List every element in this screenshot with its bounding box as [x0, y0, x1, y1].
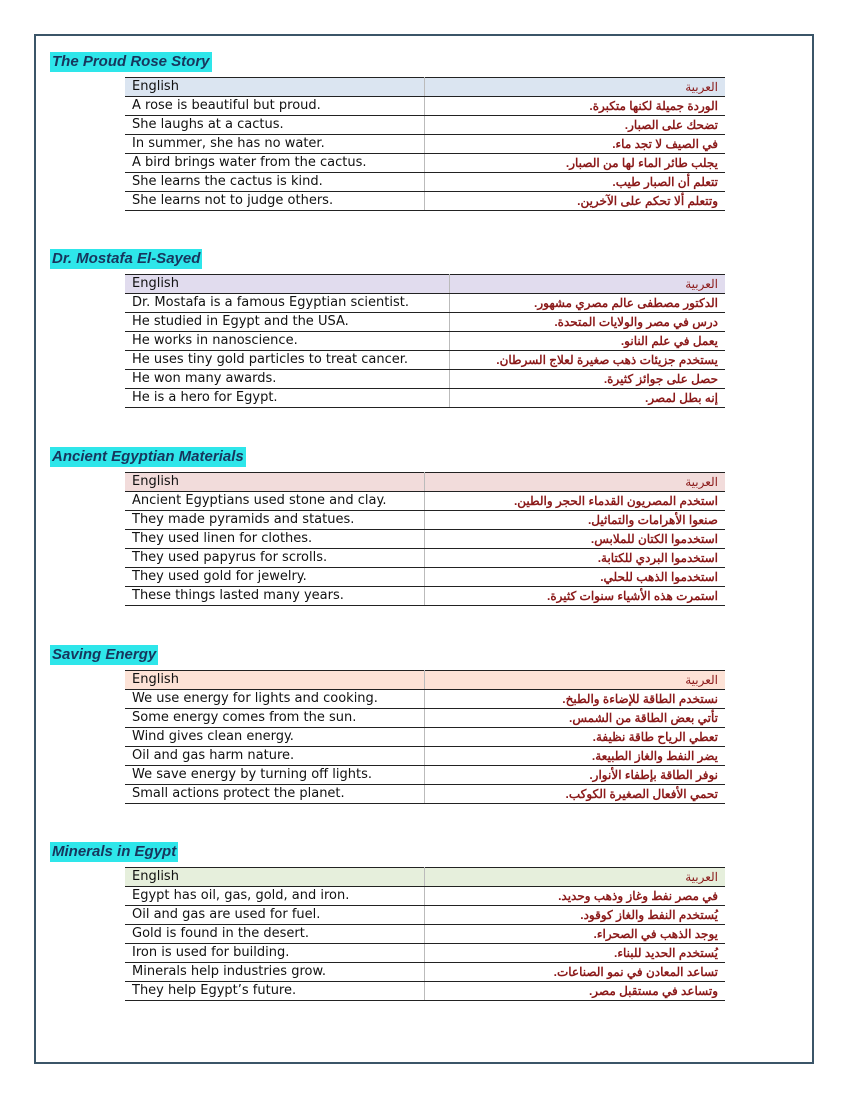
- arabic-cell: تعطي الرياح طاقة نظيفة.: [425, 728, 726, 747]
- english-cell: She learns the cactus is kind.: [125, 173, 425, 192]
- table-row: [125, 963, 725, 982]
- english-cell: Some energy comes from the sun.: [125, 709, 425, 728]
- table-row: [125, 294, 725, 313]
- english-cell: He is a hero for Egypt.: [125, 389, 450, 408]
- section-title: Minerals in Egypt: [52, 843, 177, 860]
- table-row: [125, 530, 725, 549]
- table-header: [125, 275, 725, 294]
- english-cell: We use energy for lights and cooking.: [125, 690, 425, 709]
- arabic-cell: استمرت هذه الأشياء سنوات كثيرة.: [425, 587, 726, 606]
- arabic-cell: الدكتور مصطفى عالم مصري مشهور.: [450, 294, 726, 313]
- header-arabic: العربية: [425, 671, 726, 690]
- header-english: English: [125, 671, 425, 690]
- arabic-cell: استخدموا الذهب للحلي.: [425, 568, 726, 587]
- table-row: [125, 173, 725, 192]
- table-row: [125, 97, 725, 116]
- table-row: [125, 587, 725, 606]
- english-cell: Oil and gas are used for fuel.: [125, 906, 425, 925]
- arabic-cell: تضحك على الصبار.: [425, 116, 726, 135]
- table-row: [125, 192, 725, 211]
- section-title: Ancient Egyptian Materials: [52, 448, 244, 465]
- arabic-cell: يُستخدم النفط والغاز كوقود.: [425, 906, 726, 925]
- header-english: English: [125, 275, 450, 294]
- arabic-cell: نستخدم الطاقة للإضاءة والطبخ.: [425, 690, 726, 709]
- english-cell: They used gold for jewelry.: [125, 568, 425, 587]
- arabic-cell: استخدموا البردي للكتابة.: [425, 549, 726, 568]
- header-arabic: العربية: [425, 78, 726, 97]
- english-cell: A rose is beautiful but proud.: [125, 97, 425, 116]
- vocab-table: [125, 867, 725, 1001]
- arabic-cell: تتعلم أن الصبار طيب.: [425, 173, 726, 192]
- arabic-cell: تساعد المعادن في نمو الصناعات.: [425, 963, 726, 982]
- vocab-table: [125, 670, 725, 804]
- table-row: [125, 925, 725, 944]
- table-header: [125, 78, 725, 97]
- table-row: [125, 154, 725, 173]
- table-row: [125, 549, 725, 568]
- table-row: [125, 135, 725, 154]
- table-row: [125, 511, 725, 530]
- english-cell: They used linen for clothes.: [125, 530, 425, 549]
- english-cell: Gold is found in the desert.: [125, 925, 425, 944]
- table-row: [125, 709, 725, 728]
- table-row: [125, 568, 725, 587]
- arabic-cell: تأتي بعض الطاقة من الشمس.: [425, 709, 726, 728]
- header-english: English: [125, 78, 425, 97]
- table-row: [125, 313, 725, 332]
- table-row: [125, 785, 725, 804]
- table-row: [125, 906, 725, 925]
- table-row: [125, 982, 725, 1001]
- english-cell: Ancient Egyptians used stone and clay.: [125, 492, 425, 511]
- table-header: [125, 671, 725, 690]
- arabic-cell: في الصيف لا تجد ماء.: [425, 135, 726, 154]
- vocab-table: [125, 77, 725, 211]
- english-cell: In summer, she has no water.: [125, 135, 425, 154]
- table-row: [125, 351, 725, 370]
- table-row: [125, 766, 725, 785]
- arabic-cell: إنه بطل لمصر.: [450, 389, 726, 408]
- table-row: [125, 728, 725, 747]
- header-arabic: العربية: [425, 868, 726, 887]
- english-cell: He studied in Egypt and the USA.: [125, 313, 450, 332]
- english-cell: She learns not to judge others.: [125, 192, 425, 211]
- header-english: English: [125, 868, 425, 887]
- english-cell: They used papyrus for scrolls.: [125, 549, 425, 568]
- arabic-cell: الوردة جميلة لكنها متكبرة.: [425, 97, 726, 116]
- arabic-cell: وتتعلم ألا تحكم على الآخرين.: [425, 192, 726, 211]
- table-row: [125, 747, 725, 766]
- table-row: [125, 370, 725, 389]
- section-title: Saving Energy: [52, 646, 157, 663]
- english-cell: They help Egypt’s future.: [125, 982, 425, 1001]
- arabic-cell: في مصر نفط وغاز وذهب وحديد.: [425, 887, 726, 906]
- english-cell: She laughs at a cactus.: [125, 116, 425, 135]
- arabic-cell: تحمي الأفعال الصغيرة الكوكب.: [425, 785, 726, 804]
- english-cell: These things lasted many years.: [125, 587, 425, 606]
- table-row: [125, 887, 725, 906]
- header-arabic: العربية: [450, 275, 726, 294]
- english-cell: They made pyramids and statues.: [125, 511, 425, 530]
- english-cell: Dr. Mostafa is a famous Egyptian scientist.: [125, 294, 450, 313]
- arabic-cell: درس في مصر والولايات المتحدة.: [450, 313, 726, 332]
- table-row: [125, 332, 725, 351]
- vocab-table: [125, 472, 725, 606]
- table-row: [125, 690, 725, 709]
- english-cell: Iron is used for building.: [125, 944, 425, 963]
- english-cell: Small actions protect the planet.: [125, 785, 425, 804]
- english-cell: A bird brings water from the cactus.: [125, 154, 425, 173]
- arabic-cell: يستخدم جزيئات ذهب صغيرة لعلاج السرطان.: [450, 351, 726, 370]
- english-cell: He uses tiny gold particles to treat cancer.: [125, 351, 450, 370]
- arabic-cell: وتساعد في مستقبل مصر.: [425, 982, 726, 1001]
- arabic-cell: نوفر الطاقة بإطفاء الأنوار.: [425, 766, 726, 785]
- arabic-cell: يجلب طائر الماء لها من الصبار.: [425, 154, 726, 173]
- arabic-cell: حصل على جوائز كثيرة.: [450, 370, 726, 389]
- arabic-cell: يعمل في علم النانو.: [450, 332, 726, 351]
- section-title: The Proud Rose Story: [52, 53, 210, 70]
- table-row: [125, 116, 725, 135]
- english-cell: Oil and gas harm nature.: [125, 747, 425, 766]
- english-cell: Minerals help industries grow.: [125, 963, 425, 982]
- english-cell: He won many awards.: [125, 370, 450, 389]
- arabic-cell: صنعوا الأهرامات والتماثيل.: [425, 511, 726, 530]
- table-row: [125, 492, 725, 511]
- section-title: Dr. Mostafa El-Sayed: [52, 250, 201, 267]
- table-row: [125, 944, 725, 963]
- header-english: English: [125, 473, 425, 492]
- vocab-table: [125, 274, 725, 408]
- english-cell: Egypt has oil, gas, gold, and iron.: [125, 887, 425, 906]
- english-cell: He works in nanoscience.: [125, 332, 450, 351]
- arabic-cell: يضر النفط والغاز الطبيعة.: [425, 747, 726, 766]
- english-cell: We save energy by turning off lights.: [125, 766, 425, 785]
- table-header: [125, 473, 725, 492]
- header-arabic: العربية: [425, 473, 726, 492]
- arabic-cell: استخدموا الكتان للملابس.: [425, 530, 726, 549]
- arabic-cell: يُستخدم الحديد للبناء.: [425, 944, 726, 963]
- arabic-cell: استخدم المصريون القدماء الحجر والطين.: [425, 492, 726, 511]
- table-row: [125, 389, 725, 408]
- english-cell: Wind gives clean energy.: [125, 728, 425, 747]
- arabic-cell: يوجد الذهب في الصحراء.: [425, 925, 726, 944]
- table-header: [125, 868, 725, 887]
